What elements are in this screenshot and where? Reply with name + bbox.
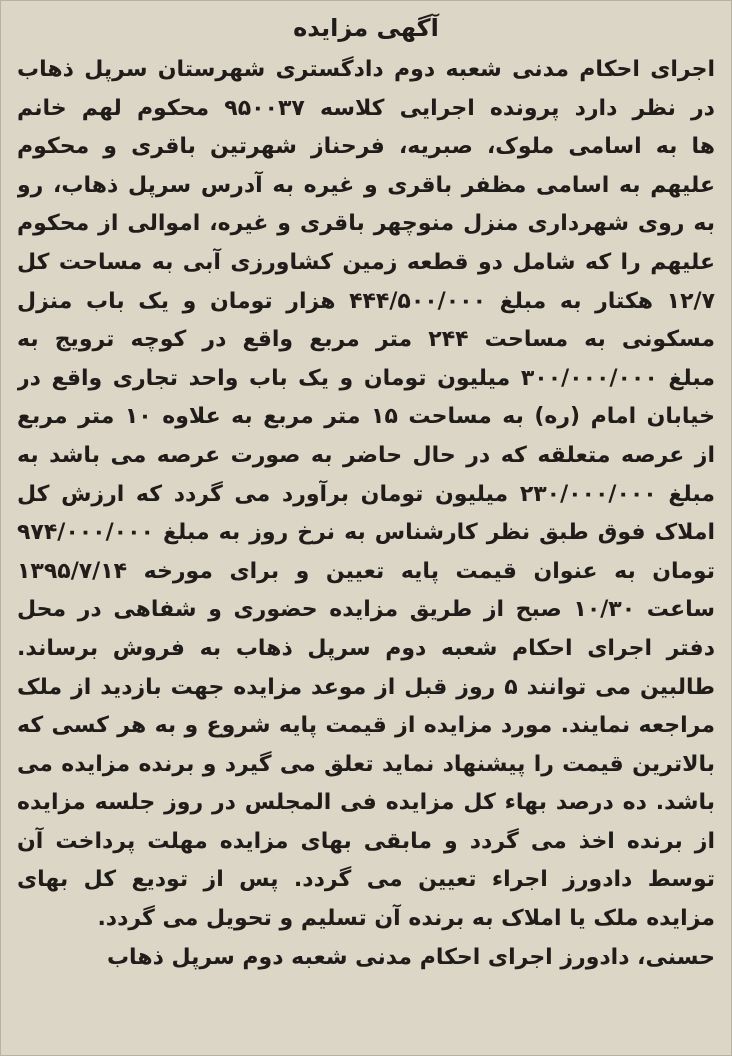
notice-line: در نظر دارد پرونده اجرایی کلاسه ۹۵۰۰۳۷ محکوم لهم خانم [17, 95, 715, 121]
notice-line: خیابان امام (ره) به مساحت ۱۵ متر مربع به علاوه ۱۰ متر مربع [17, 404, 715, 430]
notice-line: توسط دادورز اجراء تعیین می گردد. پس از تودیع کل بهای [17, 867, 715, 893]
notice-line: املاک فوق طبق نظر کارشناس به نرخ روز به مبلغ ۹۷۴/۰۰۰/۰۰۰ [17, 520, 715, 546]
notice-line: مبلغ ۲۳۰/۰۰۰/۰۰۰ میلیون تومان برآورد می گردد که ارزش کل [17, 481, 715, 507]
notice-line: به روی شهرداری منزل منوچهر باقری و غیره، اموالی از محکوم [17, 211, 715, 237]
notice-line: از عرصه متعلقه که در حال حاضر به صورت عرصه می باشد به [17, 442, 715, 468]
notice-line: باشد. ده درصد بهاء کل مزایده فی المجلس در روز جلسه مزایده [17, 790, 715, 816]
notice-line: مبلغ ۳۰۰/۰۰۰/۰۰۰ میلیون تومان و یک باب واحد تجاری واقع در [17, 365, 715, 391]
notice-line: ساعت ۱۰/۳۰ صبح از طریق مزایده حضوری و شفاهی در محل [17, 597, 715, 623]
notice-line: اجرای احکام مدنی شعبه دوم دادگستری شهرستان سرپل ذهاب [17, 57, 715, 82]
notice-line: دفتر اجرای احکام شعبه دوم سرپل ذهاب به فروش برساند. [17, 635, 715, 661]
notice-body [17, 51, 715, 939]
notice-line: علیهم به اسامی مظفر باقری و غیره به آدرس سرپل ذهاب، رو [17, 172, 715, 198]
notice-signature: حسنی، دادورز اجرای احکام مدنی شعبه دوم سرپل ذهاب [106, 944, 715, 970]
notice-title: آگهی مزایده [293, 14, 439, 42]
notice-line: مراجعه نمایند. مورد مزایده از قیمت پایه شروع و به هر کسی که [17, 713, 715, 739]
notice-line: ۱۲/۷ هکتار به مبلغ ۴۴۴/۵۰۰/۰۰۰ هزار تومان و یک باب منزل [17, 288, 715, 314]
notice-line: طالبین می توانند ۵ روز قبل از موعد مزایده جهت بازدید از ملک [17, 674, 715, 700]
notice-line: بالاترین قیمت را پیشنهاد نماید تعلق می گیرد و برنده مزایده می [17, 751, 715, 777]
notice-line: از برنده اخذ می گردد و مابقی بهای مزایده مهلت پرداخت آن [17, 828, 715, 854]
notice-line: ها به اسامی ملوک، صبریه، فرحناز شهرتین باقری و محکوم [17, 134, 715, 160]
notice-line: علیهم را که شامل دو قطعه زمین کشاورزی آبی به مساحت کل [17, 249, 715, 275]
notice-line: مسکونی به مساحت ۲۴۴ متر مربع واقع در کوچه ترویج به [17, 327, 715, 353]
notice-line: مزایده ملک یا املاک به برنده آن تسلیم و تحویل می گردد. [97, 906, 715, 932]
notice-line: تومان به عنوان قیمت پایه تعیین و برای مورخه ۱۳۹۵/۷/۱۴ [17, 558, 715, 584]
